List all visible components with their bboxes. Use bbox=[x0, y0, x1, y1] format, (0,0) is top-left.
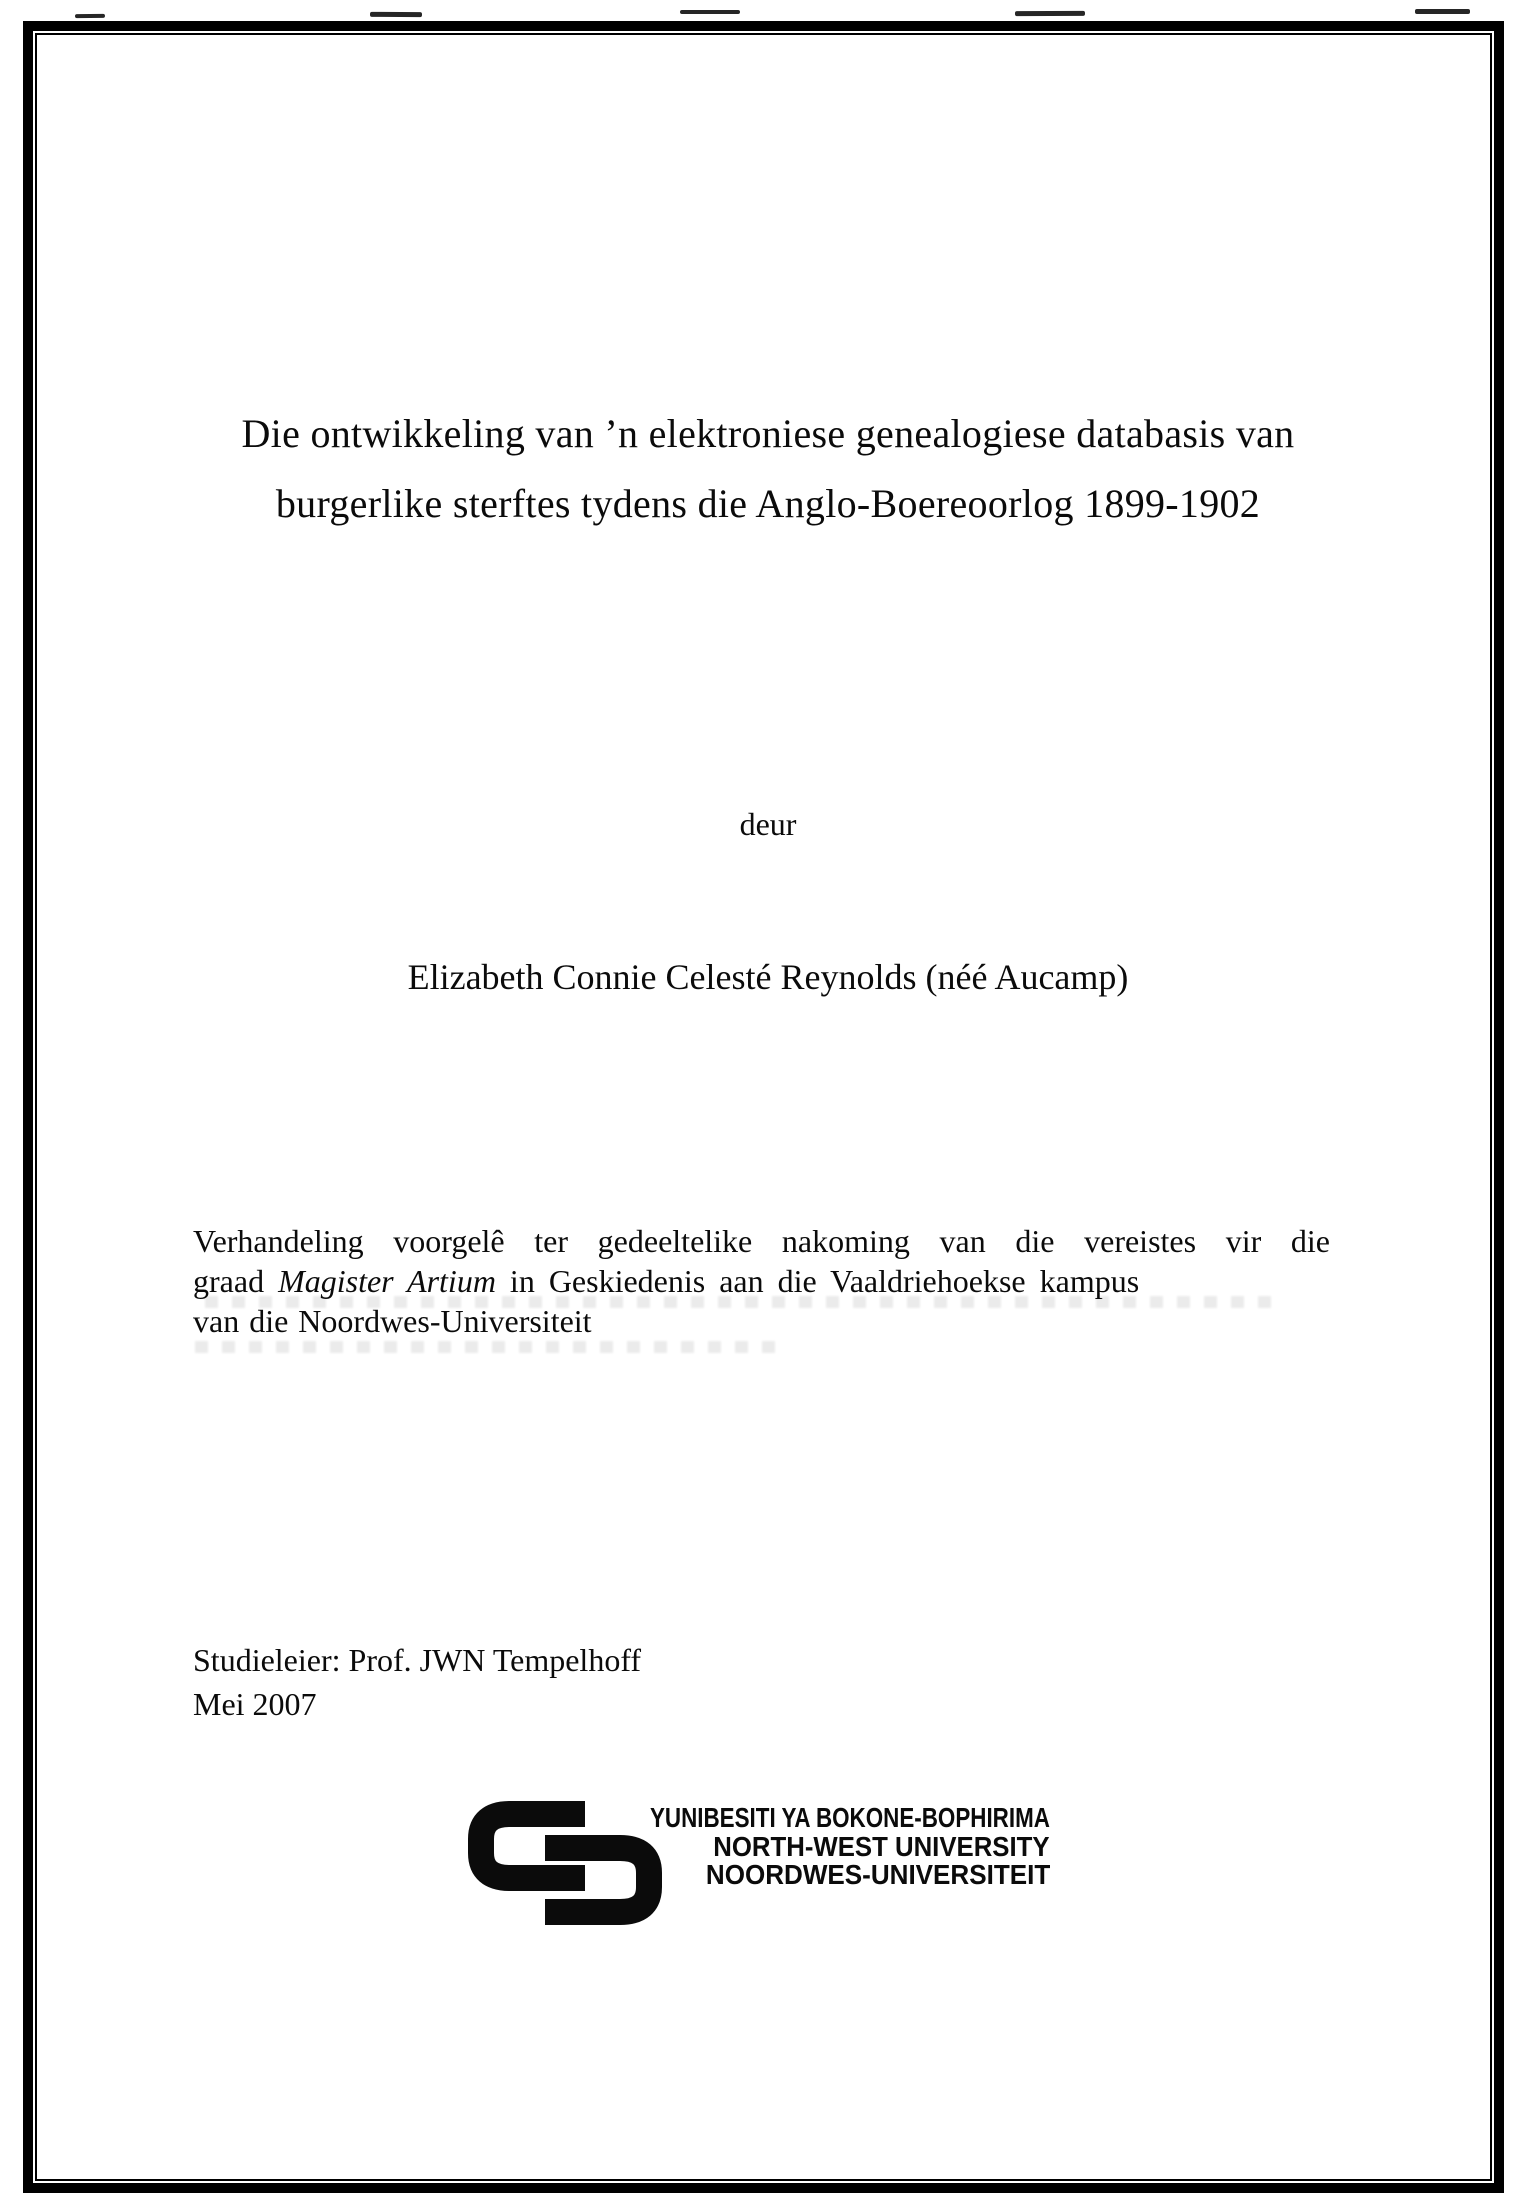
scan-artifact bbox=[1015, 11, 1085, 16]
statement-line2-suffix: in Geskiedenis aan die Vaaldriehoekse kampus bbox=[495, 1263, 1140, 1299]
thesis-statement-line1: Verhandeling voorgelê ter gedeeltelike nakoming van die vereistes vir die bbox=[193, 1223, 1330, 1259]
supervisor-line: Studieleier: Prof. JWN Tempelhoff bbox=[193, 1642, 642, 1678]
logo-text-afrikaans: NOORDWES-UNIVERSITEIT bbox=[705, 1859, 1050, 1890]
thesis-statement bbox=[193, 1221, 1330, 1341]
byline-label: deur bbox=[739, 806, 797, 842]
thesis-statement-line2 bbox=[193, 1261, 1330, 1301]
thesis-title bbox=[170, 399, 1366, 539]
thesis-statement-line3: van die Noordwes-Universiteit bbox=[193, 1303, 592, 1339]
degree-name-italic: Magister Artium bbox=[278, 1263, 496, 1299]
scan-artifact bbox=[75, 14, 105, 18]
supervisor-block bbox=[193, 1638, 641, 1726]
thesis-title-line2: burgerlike sterftes tydens die Anglo-Boereoorlog 1899-1902 bbox=[275, 481, 1261, 526]
author-name: Elizabeth Connie Celesté Reynolds (néé Aucamp) bbox=[407, 957, 1129, 997]
date-line: Mei 2007 bbox=[193, 1686, 317, 1722]
nwu-logo-mark-icon bbox=[468, 1801, 662, 1925]
scan-bleedthrough bbox=[205, 1296, 1280, 1308]
logo-text-english: NORTH-WEST UNIVERSITY bbox=[713, 1831, 1050, 1862]
scan-artifact bbox=[680, 10, 740, 14]
statement-line2-prefix: graad bbox=[193, 1263, 279, 1299]
scan-artifact bbox=[370, 12, 422, 17]
scan-bleedthrough bbox=[195, 1341, 780, 1353]
thesis-title-line1: Die ontwikkeling van ’n elektroniese genealogiese databasis van bbox=[241, 411, 1295, 456]
logo-text-setswana: YUNIBESITI YA BOKONE-BOPHIRIMA bbox=[650, 1802, 1050, 1833]
scan-artifact bbox=[1415, 9, 1470, 14]
